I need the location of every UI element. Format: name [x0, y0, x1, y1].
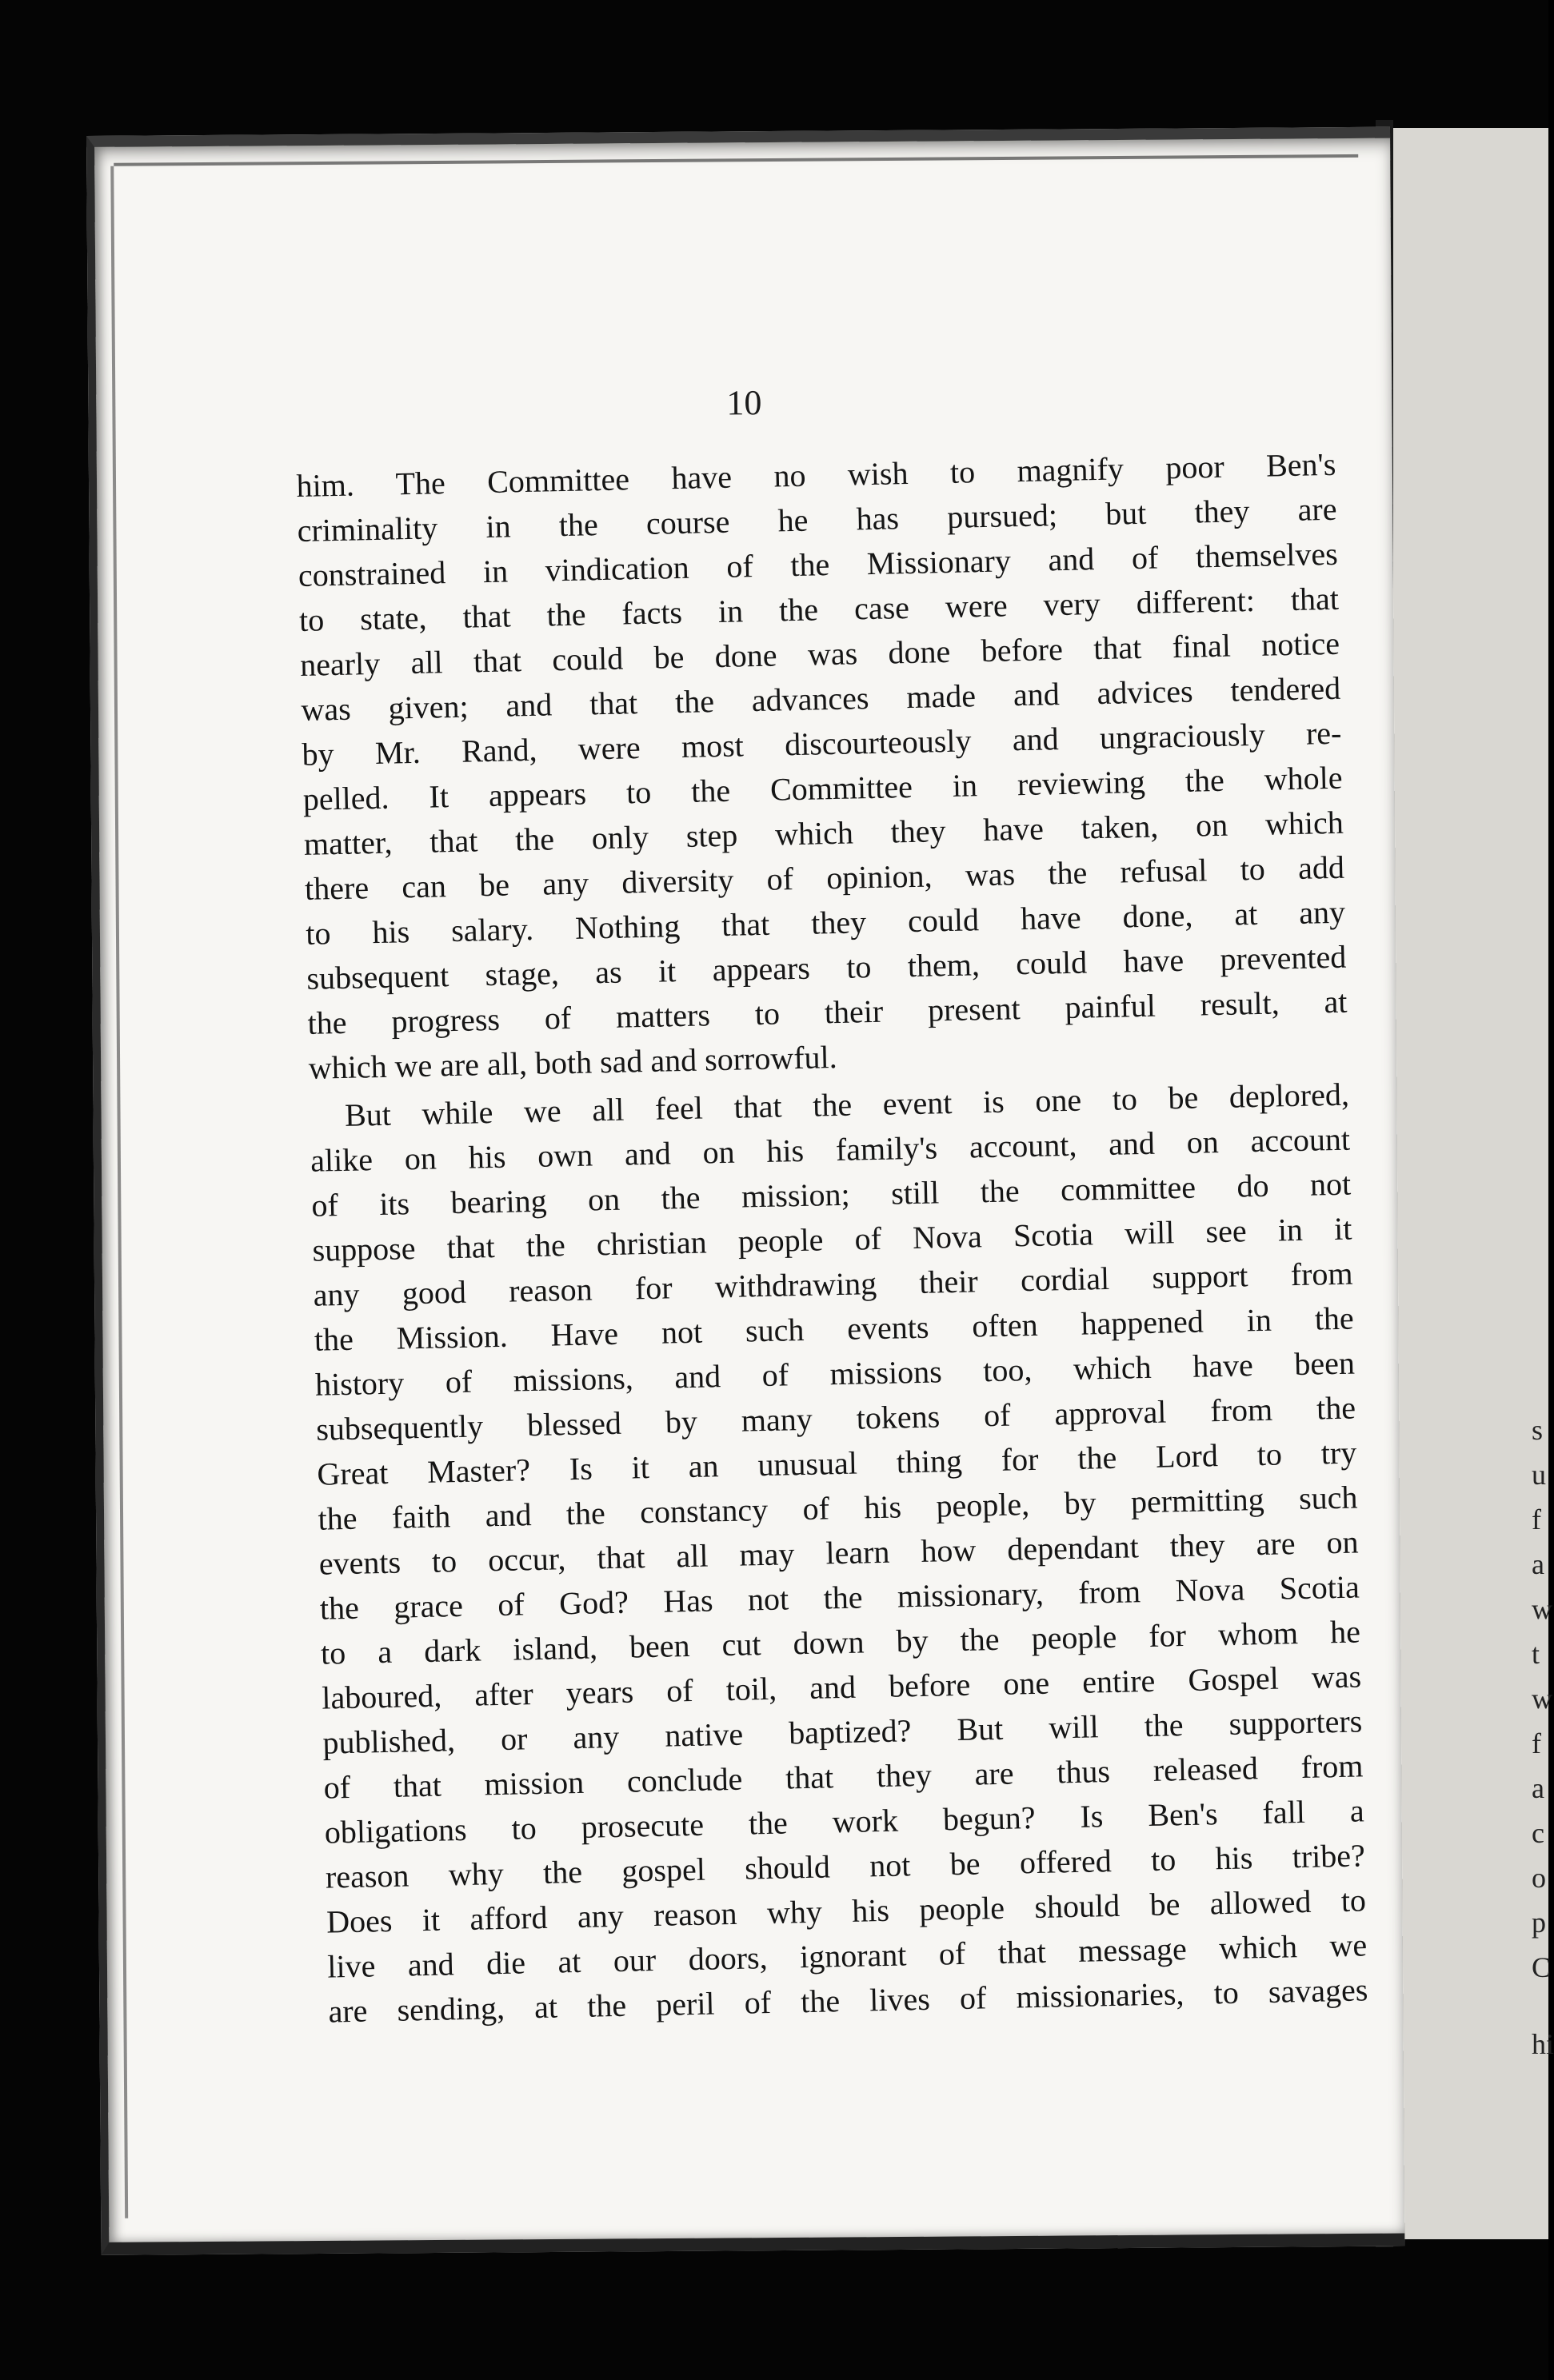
fragment-letter: hi: [1532, 2028, 1554, 2060]
text-line: suppose that the christian people of Nova Scotia will see in it: [312, 1210, 1352, 1268]
text-line: laboured, after years of toil, and before one entire Gospel was: [321, 1658, 1362, 1716]
text-line: subsequent stage, as it appears to them, could have prevented: [306, 938, 1347, 996]
text-line: the Mission. Have not such events often happened in the: [314, 1300, 1355, 1358]
text-line: the faith and the constancy of his people, by permitting such: [318, 1479, 1358, 1537]
fragment-letter: c: [1532, 1817, 1544, 1849]
fragment-letter: f: [1532, 1727, 1541, 1759]
text-line: constrained in vindication of the Missionary and of themselves: [298, 535, 1339, 593]
text-line: was given; and that the advances made and advices tendered: [300, 669, 1341, 728]
text-line: by Mr. Rand, were most discourteously and ungraciously re-: [302, 714, 1342, 773]
text-line: which we are all, both sad and sorrowful.: [308, 1038, 838, 1086]
text-line: nearly all that could be done was done before that final notice: [299, 625, 1340, 683]
text-line: matter, that the only step which they have taken, on which: [303, 804, 1344, 862]
fragment-letter: C: [1532, 1951, 1552, 1983]
text-line: the progress of matters to their present painful result, at: [307, 983, 1348, 1041]
text-line: Does it afford any reason why his people should be allowed to: [326, 1882, 1367, 1940]
page-body-text: [296, 442, 1368, 2035]
text-line: reason why the gospel should not be offered to his tribe?: [325, 1837, 1366, 1895]
text-line: the grace of God? Has not the missionary, from Nova Scotia: [319, 1568, 1360, 1627]
text-line: subsequently blessed by many tokens of approval from the: [315, 1389, 1356, 1448]
text-line: live and die at our doors, ignorant of that message which we: [326, 1927, 1368, 1985]
fragment-letter: w: [1532, 1593, 1552, 1625]
fragment-letter: a: [1532, 1548, 1544, 1580]
fragment-letter: f: [1532, 1503, 1541, 1535]
fragment-letter: p: [1532, 1907, 1546, 1939]
fragment-letter: s: [1532, 1414, 1544, 1446]
text-line: criminality in the course he has pursued; but they are: [297, 490, 1337, 549]
fragment-letter: u: [1532, 1459, 1546, 1491]
adjacent-page-edge: [1393, 128, 1548, 2239]
page-number: 10: [726, 383, 762, 423]
adjacent-page-fragments: [1532, 1408, 1554, 2067]
fragment-letter: w: [1532, 1683, 1552, 1715]
text-line: there can be any diversity of opinion, was the refusal to add: [304, 849, 1345, 907]
text-line: published, or any native baptized? But will the supporters: [322, 1703, 1363, 1761]
text-line: to state, that the facts in the case were very different: that: [298, 580, 1340, 638]
fragment-letter: a: [1532, 1772, 1544, 1804]
text-line: any good reason for withdrawing their cordial support from: [313, 1255, 1353, 1313]
text-line: of its bearing on the mission; still the committee do not: [310, 1165, 1352, 1224]
text-line: Great Master? Is it an unusual thing for the Lord to try: [316, 1434, 1357, 1492]
text-line: history of missions, and of missions too, which have been: [314, 1344, 1356, 1403]
fragment-letter: t: [1532, 1638, 1540, 1670]
text-line: pelled. It appears to the Committee in reviewing the whole: [302, 759, 1343, 817]
text-line: of that mission conclude that they are thus released from: [323, 1747, 1364, 1806]
text-line: But while we all feel that the event is one to be deplored,: [344, 1076, 1350, 1133]
fragment-letter: o: [1532, 1862, 1546, 1894]
text-line: him. The Committee have no wish to magnify poor Ben's: [296, 445, 1336, 504]
text-line: obligations to prosecute the work begun? Is Ben's fall a: [324, 1792, 1365, 1851]
text-line: events to occur, that all may learn how dependant they are on: [318, 1523, 1359, 1582]
text-line: alike on his own and on his family's account, and on account: [310, 1120, 1351, 1179]
text-line: to his salary. Nothing that they could have done, at any: [305, 893, 1346, 952]
text-line: to a dark island, been cut down by the people for whom he: [320, 1613, 1361, 1671]
text-line: are sending, at the peril of the lives of missionaries, to savages: [328, 1971, 1368, 2030]
